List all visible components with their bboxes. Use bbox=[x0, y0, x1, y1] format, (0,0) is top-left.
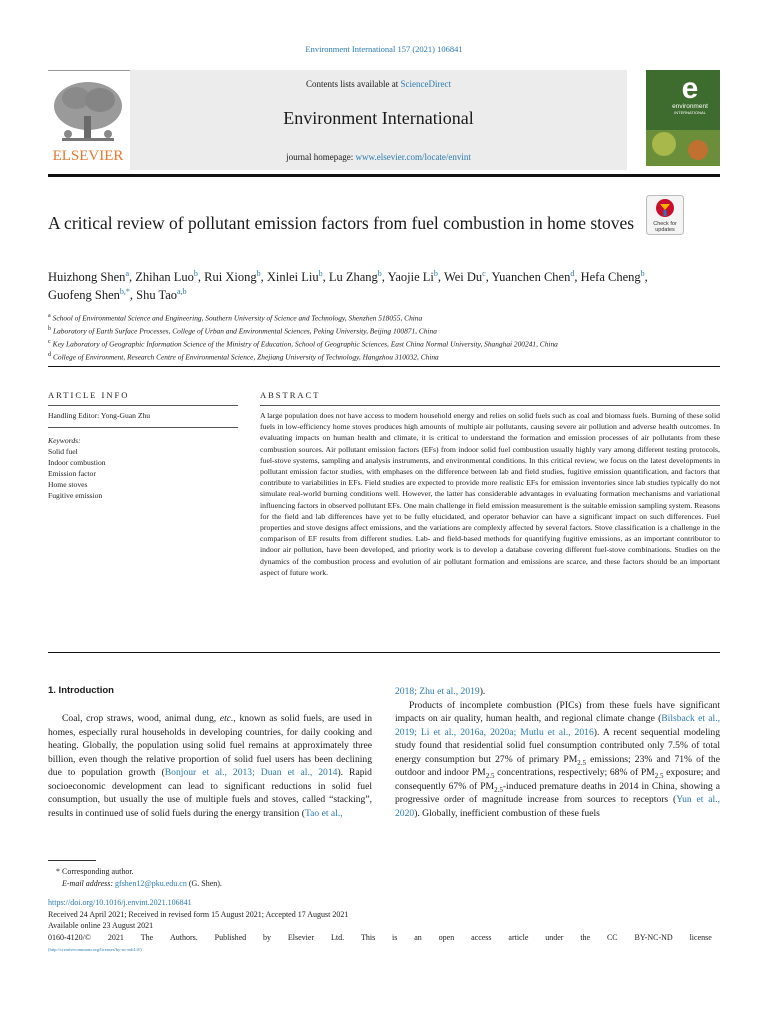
author-affiliation-mark[interactable]: b bbox=[256, 268, 261, 278]
author-affiliation-mark[interactable]: b bbox=[377, 268, 382, 278]
affiliation-text: Key Laboratory of Geographic Information Science of the Ministry of Education, School of Geographic Sciences, East China Normal University, Shanghai 200241, China bbox=[52, 339, 558, 349]
license-word: open bbox=[438, 932, 455, 942]
author-affiliation-mark[interactable]: a,b bbox=[177, 286, 187, 296]
received-dates: Received 24 April 2021; Received in revised form 15 August 2021; Accepted 17 August 2021 bbox=[48, 909, 349, 919]
author-separator: , bbox=[381, 270, 388, 284]
publication-info bbox=[48, 897, 720, 956]
author-name[interactable]: Lu Zhang bbox=[328, 270, 378, 284]
license-word: license bbox=[689, 932, 712, 942]
intro-paragraph-left bbox=[48, 712, 372, 820]
intro-text: ). Globally, inefficient combustion of these fuels bbox=[414, 807, 600, 819]
keywords-label: Keywords: bbox=[48, 436, 81, 445]
pm-subscript: 2.5 bbox=[485, 771, 495, 780]
author-affiliation-mark[interactable]: b bbox=[193, 268, 198, 278]
author-affiliation-mark[interactable]: b bbox=[433, 268, 438, 278]
intro-paragraph-right bbox=[395, 685, 720, 820]
intro-text: emissions; 23% and 71% of the outdoor and indoor PM bbox=[395, 753, 720, 778]
author-affiliation-mark[interactable]: c bbox=[482, 268, 486, 278]
affiliation-mark: c bbox=[48, 339, 51, 346]
email-link[interactable]: gfshen12@pku.edu.cn bbox=[115, 879, 187, 888]
pm-subscript: 2.5 bbox=[494, 785, 503, 794]
author-name[interactable]: Zhihan Luo bbox=[135, 270, 194, 284]
author-separator: , bbox=[197, 270, 205, 284]
author-affiliation-mark[interactable]: a bbox=[125, 268, 129, 278]
journal-homepage-link[interactable]: www.elsevier.com/locate/envint bbox=[355, 152, 471, 162]
homepage-prefix: journal homepage: bbox=[286, 152, 356, 162]
contents-available-line bbox=[130, 79, 627, 89]
keyword-item: Fugitive emission bbox=[48, 491, 103, 500]
license-word: access bbox=[471, 932, 492, 942]
license-word: the bbox=[580, 932, 591, 942]
author-separator: , bbox=[574, 270, 581, 284]
handling-editor: Handling Editor: Yong-Guan Zhu bbox=[48, 411, 151, 420]
author-affiliation-mark[interactable]: d bbox=[570, 268, 575, 278]
license-url-link[interactable]: (http://creativecommons.org/licenses/by-nc-nd/4.0/) bbox=[48, 947, 142, 953]
crossmark-text-1: Check for bbox=[653, 221, 677, 227]
footnotes bbox=[48, 866, 222, 890]
license-word: article bbox=[508, 932, 529, 942]
author-affiliation-mark[interactable]: b bbox=[318, 268, 323, 278]
svg-text:e: e bbox=[681, 72, 699, 105]
license-word: The bbox=[140, 932, 154, 942]
journal-homepage-line bbox=[130, 152, 627, 162]
license-word: Ltd. bbox=[330, 932, 345, 942]
pm-subscript: 2.5 bbox=[654, 771, 664, 780]
author-name[interactable]: Shu Tao bbox=[136, 288, 178, 302]
intro-text: , known as solid fuels, are used in homes, especially rural households in developing countries, for daily cooking and heating. Globally, the population using solid fuel remains at approximately three billion, even though the relative proportion of solid fuel users has been declining due to population growth ( bbox=[48, 713, 372, 778]
affiliation-item bbox=[48, 350, 728, 363]
sciencedirect-link[interactable]: ScienceDirect bbox=[400, 79, 451, 89]
article-info-rule bbox=[48, 405, 238, 406]
author-list bbox=[48, 268, 648, 304]
affiliation-mark: d bbox=[48, 352, 51, 359]
intro-text: ). bbox=[479, 686, 486, 697]
publisher-logo-text: ELSEVIER bbox=[52, 148, 124, 164]
intro-text: exposure; and consequently 67% of PM bbox=[395, 767, 720, 792]
license-word: Published bbox=[214, 932, 247, 942]
author-affiliation-mark[interactable]: b,* bbox=[119, 286, 130, 296]
journal-reference[interactable]: Environment International 157 (2021) 106841 bbox=[305, 44, 463, 54]
citation-link[interactable]: Yun et al., 2020 bbox=[395, 794, 720, 819]
elsevier-logo bbox=[48, 76, 128, 164]
intro-text: concentrations, respectively; 68% of PM bbox=[494, 767, 655, 778]
author-separator: , bbox=[129, 270, 136, 284]
keywords-block bbox=[48, 435, 106, 501]
author-name[interactable]: Huizhong Shen bbox=[48, 270, 126, 284]
affiliation-item bbox=[48, 324, 728, 337]
license-word: CC bbox=[606, 932, 618, 942]
license-word: BY-NC-ND bbox=[634, 932, 673, 942]
header-bottom-rule bbox=[48, 174, 720, 177]
intro-text-etc: etc. bbox=[219, 713, 234, 724]
keyword-item: Solid fuel bbox=[48, 447, 78, 456]
intro-text: Products of incomplete combustion (PICs) from these fuels have significant impacts on air quality, human health, and regional climate change ( bbox=[395, 699, 720, 724]
license-word: an bbox=[414, 932, 422, 942]
author-separator: , bbox=[437, 270, 444, 284]
author-name[interactable]: Hefa Cheng bbox=[580, 270, 641, 284]
keyword-item: Emission factor bbox=[48, 469, 96, 478]
cover-text-2: INTERNATIONAL bbox=[674, 110, 706, 115]
journal-name: Environment International bbox=[283, 108, 474, 128]
citation-link[interactable]: 2018; Zhu et al., 2019 bbox=[395, 686, 480, 697]
author-name[interactable]: Guofeng Shen bbox=[48, 288, 120, 302]
license-line bbox=[48, 932, 712, 944]
keyword-item: Indoor combustion bbox=[48, 458, 106, 467]
citation-link[interactable]: Tao et al., bbox=[304, 807, 343, 819]
author-separator: , bbox=[260, 270, 267, 284]
license-word: This bbox=[360, 932, 376, 942]
journal-cover-image[interactable] bbox=[646, 70, 720, 166]
author-name[interactable]: Xinlei Liu bbox=[266, 270, 319, 284]
email-label: E-mail address: bbox=[62, 879, 116, 888]
citation-link[interactable]: Bonjour et al., 2013; Duan et al., 2014 bbox=[164, 767, 338, 778]
article-title: A critical review of pollutant emission factors from fuel combustion in home stoves bbox=[48, 213, 635, 233]
doi-link[interactable]: https://doi.org/10.1016/j.envint.2021.106841 bbox=[48, 898, 192, 907]
license-word: 0160-4120/© bbox=[48, 932, 91, 942]
affiliation-text: School of Environmental Science and Engineering, Southern University of Science and Technology, Shenzhen 518055, China bbox=[52, 313, 423, 323]
intro-text: Coal, crop straws, wood, animal dung, bbox=[62, 713, 220, 724]
author-name[interactable]: Rui Xiong bbox=[204, 270, 257, 284]
cover-text-1: environment bbox=[672, 103, 708, 110]
corresponding-author-note: * Corresponding author. bbox=[56, 867, 134, 876]
license-word: is bbox=[392, 932, 398, 942]
license-word: Authors. bbox=[169, 932, 198, 942]
check-for-updates-badge[interactable] bbox=[646, 195, 684, 235]
intro-text: ). A recent sequential modeling study found that residential solid fuel consumption contributed only 7.5% of total energy consumption but 27% of primary PM bbox=[395, 726, 720, 765]
email-suffix: (G. Shen). bbox=[186, 879, 222, 888]
license-word: Elsevier bbox=[287, 932, 315, 942]
section-divider-top bbox=[48, 366, 720, 367]
abstract-text: A large population does not have access to modern household energy and relies on solid fuels such as coal and biomass fuels. Burning of these solid fuels in low-efficiency home stoves produces high amounts of multiple air pollutants, causing severe air pollution and adverse health outcomes. In evaluating impacts on human health and climate, it is critical to understand the formation and emission processes of air pollutants from these combustion sources. Air pollutant emission factors (EFs) from indoor solid fuel combustion usually highly vary among different testing protocols, fuel-stove systems, sampling and analysis instruments, and environmental conditions. In this critical review, we focus on the latest developments in pollutant emission factor studies, with emphases on the difference between lab and field studies, fugitive emission quantification, and factors that contribute to variabilities in EFs. Field studies are expected to provide more realistic EFs for emission inventories since lab studies typically do not simulate real-world burning conditions well. However, the latter has considerable advantages in evaluating formation mechanisms and variational influencing factors in observed pollutant EFs. One main challenge in field emission measurement is the suitable emission sampling system. Reasons for the field and lab differences have yet to be fully elucidated, and operator behavior can have a significant impact on such differences. Fuel properties and stove designs affect emissions, and the variations are complexly affected by several factors. Stove classification is a challenge in the comparison of EF results from different studies. Lab- and field-based methods for quantifying fugitive emissions, as an important contributor to indoor air pollution, have been developed, and priority work is to develop a database covering different fuel-stove combinations. Studies on the dynamics of the combustion process and evolution of air pollutant formation and emissions are scarce, and these factors should be an important aspect of future work. bbox=[260, 411, 720, 577]
author-separator: , bbox=[485, 270, 492, 284]
section-divider-bottom bbox=[48, 652, 720, 653]
contents-prefix: Contents lists available at bbox=[306, 79, 401, 89]
author-name[interactable]: Yaojie Li bbox=[387, 270, 434, 284]
citation-link[interactable]: Bilsback et al., 2019; Li et al., 2016a, 2020a; Mutlu et al., 2016 bbox=[395, 713, 720, 738]
affiliation-item bbox=[48, 311, 728, 324]
keyword-item: Home stoves bbox=[48, 480, 88, 489]
article-info-heading: ARTICLE INFO bbox=[48, 390, 130, 400]
author-name[interactable]: Wei Du bbox=[443, 270, 483, 284]
affiliation-list bbox=[48, 311, 728, 363]
affiliation-item bbox=[48, 337, 728, 350]
affiliation-text: College of Environment, Research Centre of Environmental Science, Zhejiang University of Technology, Hangzhou 310032, China bbox=[53, 352, 439, 362]
pm-subscript: 2.5 bbox=[577, 758, 587, 767]
abstract-rule bbox=[260, 405, 720, 406]
crossmark-text-2: updates bbox=[655, 227, 675, 233]
intro-text: ). Rapid socioeconomic development can lead to significant reductions in solid fuel consumption, but usually the use of multiple fuels and stoves, called “stacking”, results in continued use of solid fuels during the energy transition ( bbox=[48, 767, 372, 819]
abstract-heading: ABSTRACT bbox=[260, 390, 321, 400]
introduction-heading: 1. Introduction bbox=[48, 685, 114, 696]
license-word: by bbox=[263, 932, 272, 942]
license-word: under bbox=[545, 932, 564, 942]
available-online: Available online 23 August 2021 bbox=[48, 921, 154, 931]
author-separator: , bbox=[129, 288, 137, 302]
affiliation-text: Laboratory of Earth Surface Processes, College of Urban and Environmental Sciences, Peking University, Beijing 100871, China bbox=[53, 326, 437, 336]
article-info-rule-2 bbox=[48, 427, 238, 428]
license-word: 2021 bbox=[107, 932, 124, 942]
author-affiliation-mark[interactable]: b bbox=[640, 268, 645, 278]
affiliation-mark: b bbox=[48, 326, 51, 333]
author-name[interactable]: Yuanchen Chen bbox=[491, 270, 571, 284]
affiliation-mark: a bbox=[48, 313, 51, 319]
author-separator: , bbox=[644, 270, 648, 284]
footnote-rule bbox=[48, 860, 96, 861]
keyword-list bbox=[48, 446, 106, 501]
author-separator: , bbox=[322, 270, 329, 284]
intro-text: -induced premature deaths in 2014 in China, showing a progressive order of magnitude increase from sources to receptors ( bbox=[395, 780, 720, 805]
